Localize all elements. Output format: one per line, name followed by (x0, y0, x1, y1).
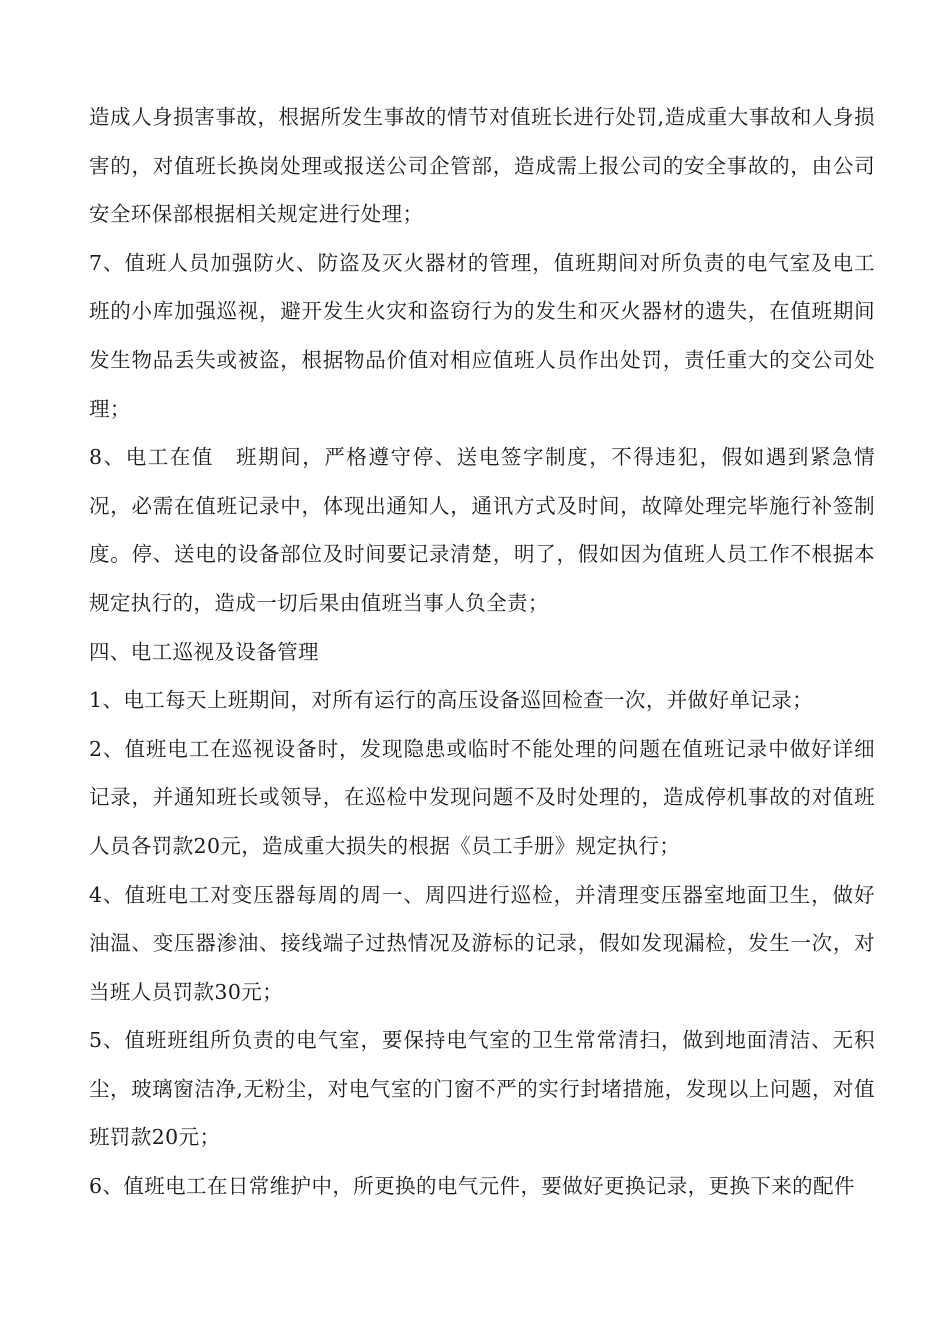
document-body (89, 93, 875, 1211)
paragraph: 1、电工每天上班期间，对所有运行的高压设备巡回检查一次，并做好单记录； (89, 688, 814, 713)
paragraph: 2、值班电工在巡视设备时，发现隐患或临时不能处理的问题在值班记录中做好详细记录，并通知班长或领导，在巡检中发现问题不及时处理的，造成停机事故的对值班人员各罚款20元，造成重大损失的根据《员工手册》规定执行； (89, 736, 875, 858)
paragraph: 4、值班电工对变压器每周的周一、周四进行巡检，并清理变压器室地面卫生，做好油温、变压器渗油、接线端子过热情况及游标的记录，假如发现漏检，发生一次，对当班人员罚款30元； (89, 882, 875, 1004)
section-heading: 四、电工巡视及设备管理 (89, 639, 319, 664)
paragraph: 8、电工在值 班期间，严格遵守停、送电签字制度，不得违犯，假如遇到紧急情况，必需在值班记录中，体现出通知人，通讯方式及时间，故障处理完毕施行补签制度。停、送电的设备部位及时间要记录清楚，明了，假如因为值班人员工作不根据本规定执行的，造成一切后果由值班当事人负全责； (89, 445, 875, 615)
paragraph: 7、值班人员加强防火、防盗及灭火器材的管理，值班期间对所负责的电气室及电工班的小库加强巡视，避开发生火灾和盗窃行为的发生和灭火器材的遗失，在值班期间发生物品丢失或被盗，根据物品价值对相应值班人员作出处罚，责任重大的交公司处理； (89, 250, 875, 421)
paragraph: 造成人身损害事故，根据所发生事故的情节对值班长进行处罚,造成重大事故和人身损害的，对值班长换岗处理或报送公司企管部，造成需上报公司的安全事故的，由公司安全环保部根据相关规定进行处理； (89, 105, 875, 227)
paragraph: 5、值班班组所负责的电气室，要保持电气室的卫生常常清扫，做到地面清洁、无积尘，玻璃窗洁净,无粉尘，对电气室的门窗不严的实行封堵措施，发现以上问题，对值班罚款20元； (89, 1028, 875, 1150)
paragraph: 6、值班电工在日常维护中，所更换的电气元件，要做好更换记录，更换下来的配件 (89, 1174, 855, 1199)
